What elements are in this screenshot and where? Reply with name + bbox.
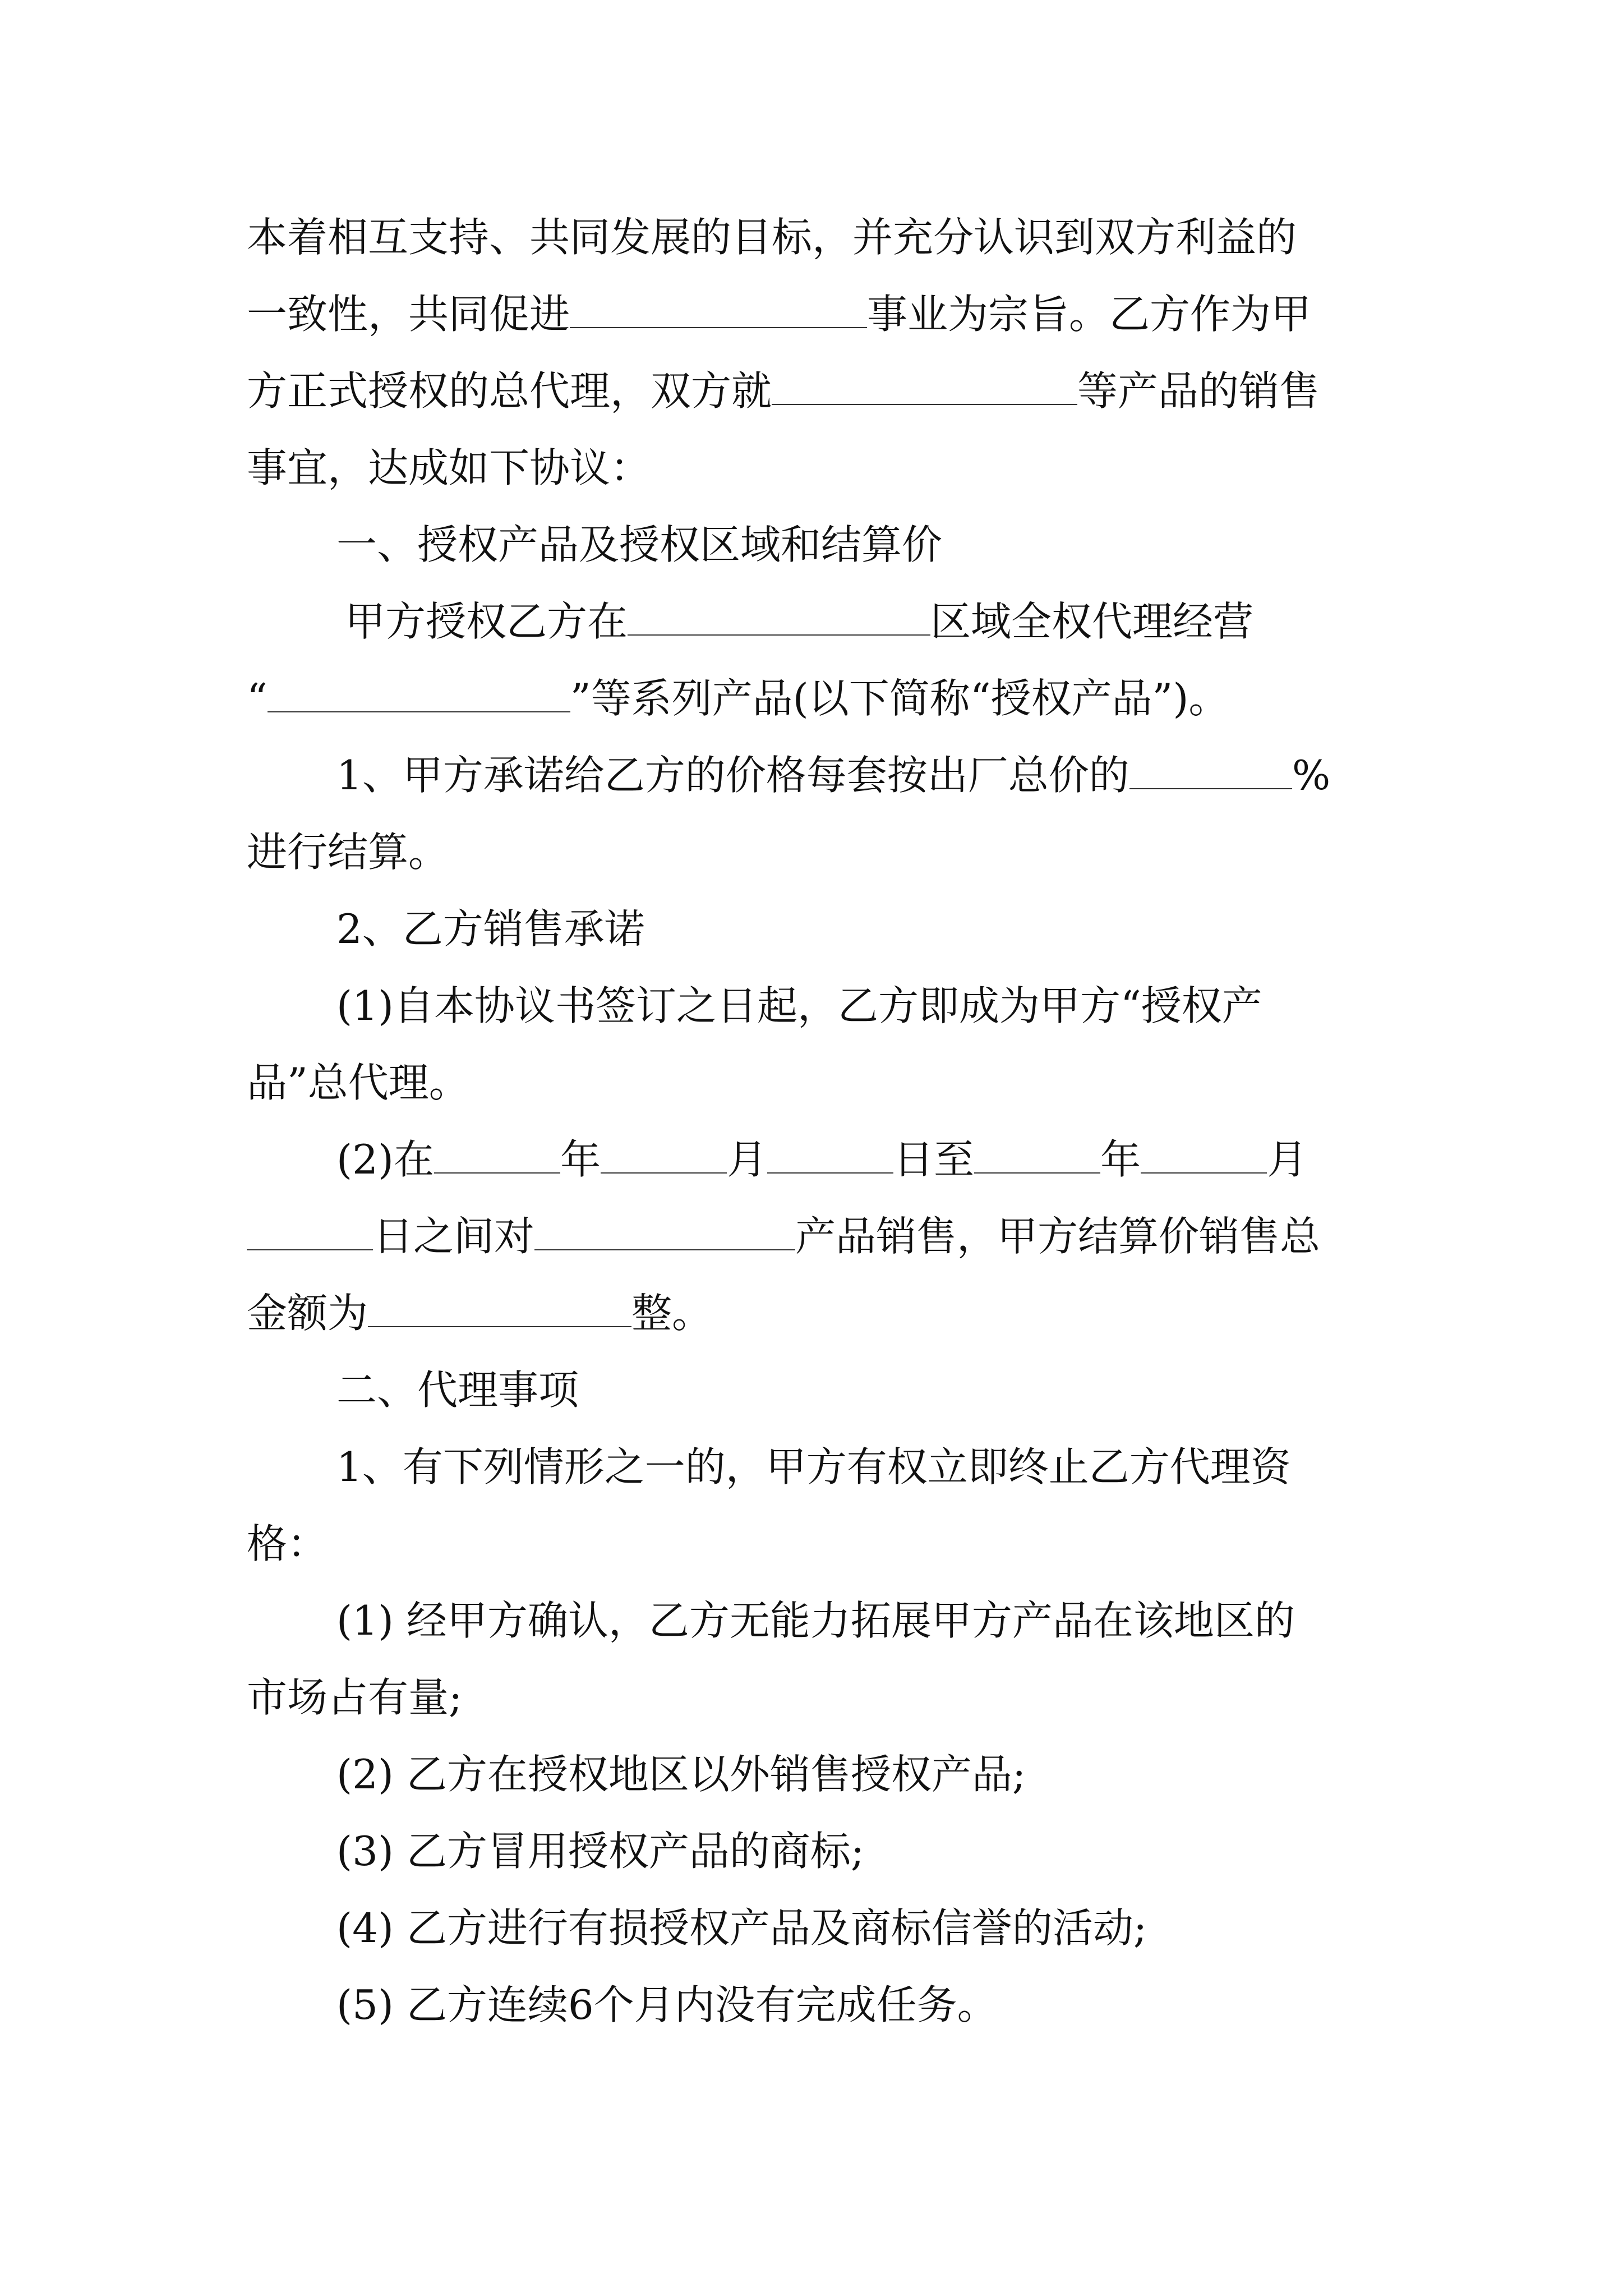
section2-c3-text: (3) 乙方冒用授权产品的商标;: [336, 1828, 865, 1875]
intro-text-2b: 事业为宗旨。乙方作为甲: [867, 291, 1312, 338]
label-month-1: 月: [727, 1136, 768, 1183]
blank-field-business[interactable]: [570, 292, 867, 328]
section2-c1-line2: [247, 1667, 462, 1728]
section1-sub2-line3: [247, 1282, 712, 1344]
section1-p1-text-b: 区域全权代理经营: [930, 598, 1254, 645]
intro-line-4: [247, 437, 651, 499]
section1-sub1-text-a: (1)自本协议书签订之日起，乙方即成为甲方“授权产: [336, 982, 1262, 1029]
section2-c3: [336, 1820, 864, 1882]
section2-item1-line1: [336, 1436, 1291, 1498]
section1-heading-text: 一、授权产品及授权区域和结算价: [336, 521, 943, 568]
section1-item1-text-a: 1、甲方承诺给乙方的价格每套按出厂总价的: [336, 752, 1129, 799]
section1-sub2-text-c: 产品销售，甲方结算价销售总: [795, 1213, 1321, 1260]
section1-sub2-text-a: (2)在: [336, 1136, 434, 1183]
section1-sub1-line2: [247, 1052, 469, 1114]
blank-field-amount[interactable]: [368, 1291, 631, 1327]
section1-sub2-text-b: 日之间对: [373, 1213, 535, 1260]
section1-sub2-text-d: 金额为: [247, 1290, 368, 1337]
section2-c1-text-b: 市场占有量;: [247, 1674, 463, 1721]
section1-item1-text-b: %: [1292, 752, 1331, 799]
intro-line-1: [247, 206, 1297, 268]
section2-item1-text-b: 格：: [247, 1520, 328, 1567]
section1-p1-text-a: 甲方授权乙方在: [345, 598, 628, 645]
section2-item1-text-a: 1、有下列情形之一的，甲方有权立即终止乙方代理资: [336, 1443, 1291, 1490]
label-day-to: 日至: [893, 1136, 975, 1183]
section1-sub2-text-e: 整。: [631, 1290, 713, 1337]
blank-field-series[interactable]: [268, 677, 570, 712]
section2-item1-line2: [247, 1513, 328, 1575]
blank-field-end-month[interactable]: [1141, 1138, 1267, 1174]
blank-field-region[interactable]: [628, 600, 930, 636]
label-month-2: 月: [1267, 1136, 1308, 1183]
section2-c2: [336, 1743, 1026, 1805]
section1-p1-line2: [247, 668, 1229, 729]
section1-sub2-line1: [336, 1129, 1307, 1190]
section1-p1-text-c: “: [247, 675, 268, 722]
section1-p1-line1: [345, 591, 1253, 652]
section1-item1-line1: [336, 744, 1330, 806]
intro-text-3b: 等产品的销售: [1077, 367, 1320, 415]
section2-c5: [336, 1974, 998, 2036]
section1-heading: [336, 514, 942, 576]
section1-p1-text-d: ”等系列产品(以下简称“授权产品”)。: [570, 675, 1229, 722]
intro-text-1: 本着相互支持、共同发展的目标，并充分认识到双方利益的: [247, 214, 1297, 261]
section1-item2-text: 2、乙方销售承诺: [336, 905, 645, 953]
blank-field-start-year[interactable]: [434, 1138, 560, 1174]
blank-field-start-day[interactable]: [767, 1138, 893, 1174]
section1-sub1-line1: [336, 975, 1262, 1037]
section1-item1-text-c: 进行结算。: [247, 829, 449, 876]
section1-item1-line2: [247, 821, 449, 883]
section2-c4: [336, 1897, 1147, 1959]
section1-item2: [336, 898, 645, 960]
section1-sub2-line2: [247, 1205, 1320, 1267]
section1-sub1-text-b: 品”总代理。: [247, 1059, 469, 1106]
section2-c5-text: (5) 乙方连续6个月内没有完成任务。: [336, 1981, 998, 2028]
blank-field-product-name[interactable]: [534, 1214, 795, 1250]
blank-field-products[interactable]: [772, 369, 1077, 405]
blank-field-end-year[interactable]: [974, 1138, 1100, 1174]
blank-field-end-day[interactable]: [247, 1214, 373, 1250]
intro-text-3a: 方正式授权的总代理，双方就: [247, 367, 772, 415]
blank-field-percent[interactable]: [1129, 753, 1292, 789]
section2-heading-text: 二、代理事项: [336, 1366, 579, 1414]
label-year-1: 年: [560, 1136, 601, 1183]
section2-c1-line1: [336, 1590, 1295, 1651]
section2-c1-text-a: (1) 经甲方确认，乙方无能力拓展甲方产品在该地区的: [336, 1597, 1295, 1644]
label-year-2: 年: [1100, 1136, 1141, 1183]
intro-line-3: [247, 360, 1320, 422]
section2-c2-text: (2) 乙方在授权地区以外销售授权产品;: [336, 1751, 1026, 1798]
intro-text-4: 事宜，达成如下协议：: [247, 444, 651, 491]
section2-c4-text: (4) 乙方进行有损授权产品及商标信誉的活动;: [336, 1904, 1147, 1952]
intro-text-2a: 一致性，共同促进: [247, 291, 570, 338]
intro-line-2: [247, 283, 1311, 345]
section2-heading: [336, 1359, 579, 1421]
blank-field-start-month[interactable]: [601, 1138, 727, 1174]
